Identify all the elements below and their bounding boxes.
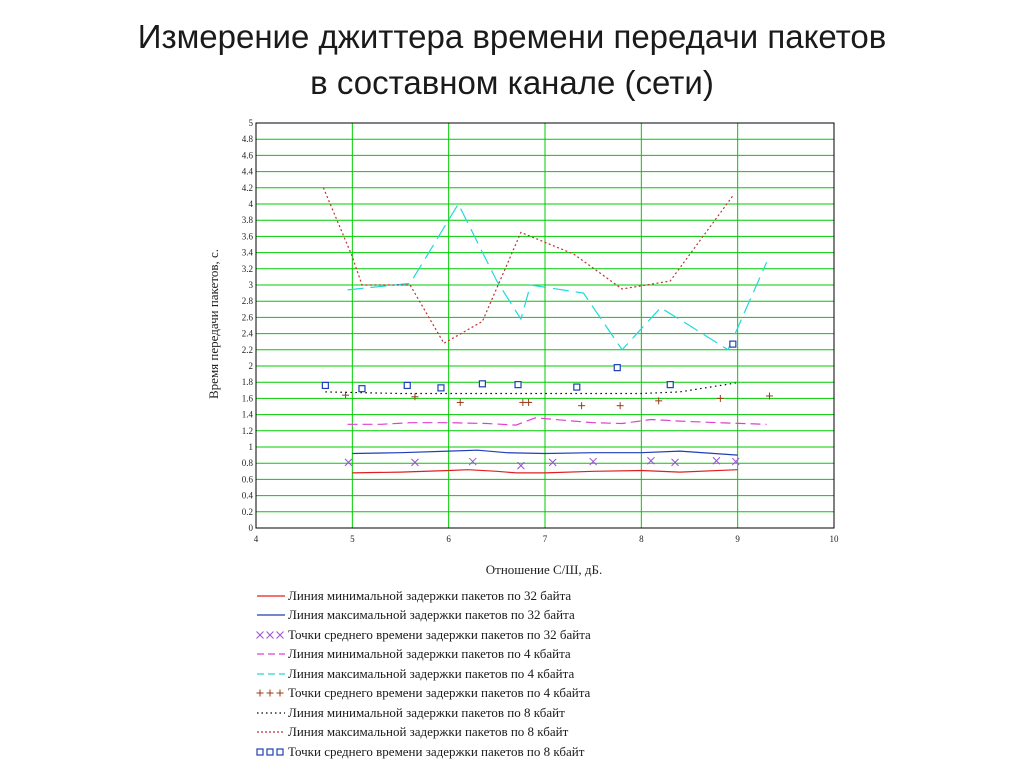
y-tick-label: 2.8 xyxy=(241,296,253,307)
series-6-point xyxy=(617,402,624,409)
legend-label: Линия максимальной задержки пакетов по 8 кбайт xyxy=(288,724,569,740)
series-9-point xyxy=(574,384,580,390)
series-9-point xyxy=(667,382,673,388)
y-tick-label: 3.6 xyxy=(241,231,253,242)
series-line-7 xyxy=(325,383,735,394)
y-tick-label: 3.8 xyxy=(241,215,253,226)
series-3-point xyxy=(732,458,739,465)
y-tick-label: 3 xyxy=(248,280,253,290)
y-tick-label: 0.4 xyxy=(241,490,253,501)
y-tick-label: 4.4 xyxy=(241,166,253,177)
series-6-point xyxy=(578,402,585,409)
series-8 xyxy=(323,188,732,343)
series-3-point xyxy=(411,459,418,466)
legend-label: Точки среднего времени задержки пакетов по 4 кбайта xyxy=(288,685,591,701)
y-tick-label: 0 xyxy=(248,523,253,533)
legend-marker xyxy=(257,631,264,638)
y-tick-label: 1.6 xyxy=(241,393,253,404)
y-tick-label: 5 xyxy=(248,118,253,128)
y-tick-label: 1.8 xyxy=(241,377,253,388)
x-axis-label: Отношение С/Ш, дБ. xyxy=(485,562,603,577)
title-line-1: Измерение джиттера времени передачи пакетов xyxy=(137,18,887,55)
x-tick-label: 10 xyxy=(829,534,839,544)
legend-item xyxy=(256,664,591,684)
legend-marker xyxy=(257,749,263,755)
y-tick-label: 4.6 xyxy=(241,150,253,161)
y-tick-label: 2.6 xyxy=(241,312,253,323)
series-6-point xyxy=(411,393,418,400)
legend-item xyxy=(256,586,591,606)
legend-item xyxy=(256,742,591,762)
legend-swatch xyxy=(256,668,286,680)
legend-label: Точки среднего времени задержки пакетов по 32 байта xyxy=(288,626,591,642)
legend-item xyxy=(256,645,591,665)
series-9-point xyxy=(614,365,620,371)
series-6-point xyxy=(717,395,724,402)
legend-label: Линия минимальной задержки пакетов по 32 байта xyxy=(288,587,572,603)
legend-marker xyxy=(267,631,274,638)
legend-item xyxy=(256,625,591,645)
y-tick-label: 4.2 xyxy=(241,182,253,193)
series-9-point xyxy=(438,385,444,391)
title-line-2: в составном канале (сети) xyxy=(310,64,714,101)
legend-marker xyxy=(277,631,284,638)
legend-swatch xyxy=(256,590,286,602)
series-line-4 xyxy=(348,418,767,425)
x-tick-label: 7 xyxy=(542,534,548,544)
legend-label: Линия минимальной задержки пакетов по 8 кбайт xyxy=(288,704,565,720)
y-tick-label: 4 xyxy=(248,199,253,209)
series-9-point xyxy=(322,382,328,388)
y-tick-label: 3.2 xyxy=(241,263,253,274)
legend-swatch xyxy=(256,687,286,699)
legend-marker xyxy=(267,690,274,697)
legend-item xyxy=(256,723,591,743)
y-tick-label: 3.4 xyxy=(241,247,253,258)
legend-swatch xyxy=(256,746,286,758)
legend-swatch xyxy=(256,648,286,660)
y-tick-label: 0.8 xyxy=(241,458,253,469)
y-tick-label: 0.6 xyxy=(241,474,253,485)
y-tick-label: 1 xyxy=(248,442,253,452)
axis-ticks xyxy=(242,118,839,544)
series-6-point xyxy=(525,399,532,406)
legend-swatch xyxy=(256,629,286,641)
series-3-point xyxy=(469,458,476,465)
legend-marker xyxy=(277,749,283,755)
legend-label: Линия минимальной задержки пакетов по 4 кбайта xyxy=(288,646,571,662)
legend-label: Точки среднего времени задержки пакетов по 8 кбайт xyxy=(288,743,585,759)
series-3-point xyxy=(672,459,679,466)
x-tick-label: 5 xyxy=(350,534,355,544)
legend-marker xyxy=(277,690,284,697)
series-line-5 xyxy=(348,204,767,350)
series-3-point xyxy=(345,459,352,466)
series-9-point xyxy=(404,382,410,388)
x-tick-label: 6 xyxy=(446,534,451,544)
series xyxy=(322,188,773,473)
series-line-8 xyxy=(323,188,732,343)
legend xyxy=(256,586,591,762)
legend-swatch xyxy=(256,707,286,719)
y-axis-label: Время передачи пакетов, с. xyxy=(206,249,221,399)
legend-item xyxy=(256,703,591,723)
y-tick-label: 1.2 xyxy=(241,425,253,436)
series-3-point xyxy=(590,458,597,465)
legend-swatch xyxy=(256,609,286,621)
series-7 xyxy=(325,383,735,394)
x-tick-label: 8 xyxy=(639,534,644,544)
legend-marker xyxy=(257,690,264,697)
series-9-point xyxy=(479,381,485,387)
series-9-point xyxy=(730,341,736,347)
x-tick-label: 4 xyxy=(253,534,259,544)
x-tick-label: 9 xyxy=(735,534,740,544)
legend-label: Линия максимальной задержки пакетов по 4 кбайта xyxy=(288,665,575,681)
series-9-point xyxy=(359,386,365,392)
y-tick-label: 2 xyxy=(248,361,253,371)
legend-swatch xyxy=(256,726,286,738)
y-tick-label: 1.4 xyxy=(241,409,253,420)
legend-item xyxy=(256,606,591,626)
series-9-point xyxy=(515,382,521,388)
series-3-point xyxy=(549,459,556,466)
grid xyxy=(256,123,834,528)
series-5 xyxy=(348,204,767,350)
legend-item xyxy=(256,684,591,704)
legend-label: Линия максимальной задержки пакетов по 32 байта xyxy=(288,607,575,623)
series-6 xyxy=(342,392,773,410)
y-tick-label: 0.2 xyxy=(241,506,253,517)
y-tick-label: 2.2 xyxy=(241,344,253,355)
y-tick-label: 2.4 xyxy=(241,328,253,339)
legend-marker xyxy=(267,749,273,755)
series-4 xyxy=(348,418,767,425)
y-tick-label: 4.8 xyxy=(241,134,253,145)
series-6-point xyxy=(457,399,464,406)
